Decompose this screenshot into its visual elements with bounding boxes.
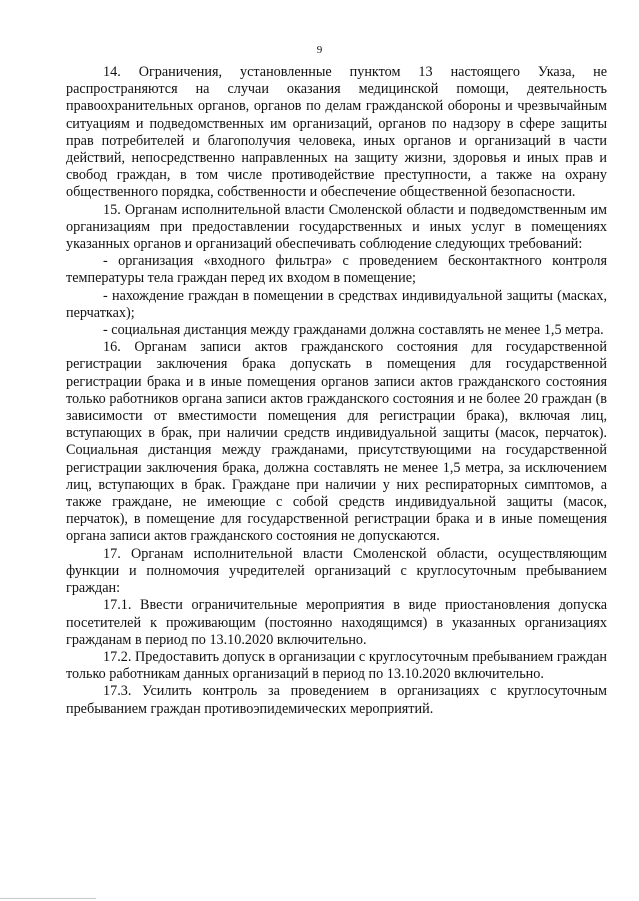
paragraph-17-2: 17.2. Предоставить допуск в организации с круглосуточным пребыванием граждан только работникам данных организаций в период по 13.10.2020 включительно. <box>66 648 607 683</box>
paragraph-14: 14. Ограничения, установленные пунктом 13 настоящего Указа, не распространяются на случаи оказания медицинской помощи, деятельность правоохранительных органов, органов по делам гражданской обороны и чрезвычайным ситуациям и подведомственных им организаций, органов по надзору в сфере защиты прав потребителей и благополучия человека, иных органов и организаций в части действий, непосредственно направленных на защиту жизни, здоровья и иных прав и свобод граждан, в том числе противодействие преступности, а также на охрану общественного порядка, собственности и обеспечение общественной безопасности. <box>66 64 607 201</box>
scan-edge-line <box>0 898 96 899</box>
paragraph-17: 17. Органам исполнительной власти Смоленской области, осуществляющим функции и полномочия учредителей организаций с круглосуточным пребыванием граждан: <box>66 545 607 597</box>
paragraph-16: 16. Органам записи актов гражданского состояния для государственной регистрации заключения брака допускать в помещения для государственной регистрации брака и в иные помещения органов записи актов гражданского состояния только работников органа записи актов гражданского состояния и не более 20 граждан (в зависимости от вместимости помещения для регистрации брака), включая лиц, вступающих в брак, при наличии средств индивидуальной защиты (масок, перчаток). Социальная дистанция между гражданами, присутствующими на государственной регистрации заключения брака, должна составлять не менее 1,5 метра, за исключением лиц, вступающих в брак. Граждане при наличии у них респираторных симптомов, а также граждане, не имеющие с собой средств индивидуальной защиты (масок, перчаток), в помещение для государственной регистрации брака и в иные помещения органа записи актов гражданского состояния не допускаются. <box>66 339 607 545</box>
paragraph-17-3: 17.3. Усилить контроль за проведением в организациях с круглосуточным пребыванием граждан противоэпидемических мероприятий. <box>66 683 607 717</box>
paragraph-15: 15. Органам исполнительной власти Смоленской области и подведомственным им организациям при предоставлении государственных и иных услуг в помещениях указанных органов и организаций обеспечивать соблюдение следующих требований: <box>66 201 607 253</box>
document-body <box>66 64 607 718</box>
paragraph-17-1: 17.1. Ввести ограничительные мероприятия в виде приостановления допуска посетителей к проживающим (постоянно находящимся) в указанных организациях гражданам в период по 13.10.2020 включительно. <box>66 597 607 648</box>
page-number: 9 <box>316 44 323 56</box>
paragraph-15-item-protective-equipment: - нахождение граждан в помещении в средствах индивидуальной защиты (масках, перчатках); <box>66 287 607 321</box>
paragraph-15-item-entry-filter: - организация «входного фильтра» с проведением бесконтактного контроля температуры тела граждан перед их входом в помещение; <box>66 253 607 287</box>
paragraph-15-item-social-distance: - социальная дистанция между гражданами должна составлять не менее 1,5 метра. <box>103 322 604 339</box>
